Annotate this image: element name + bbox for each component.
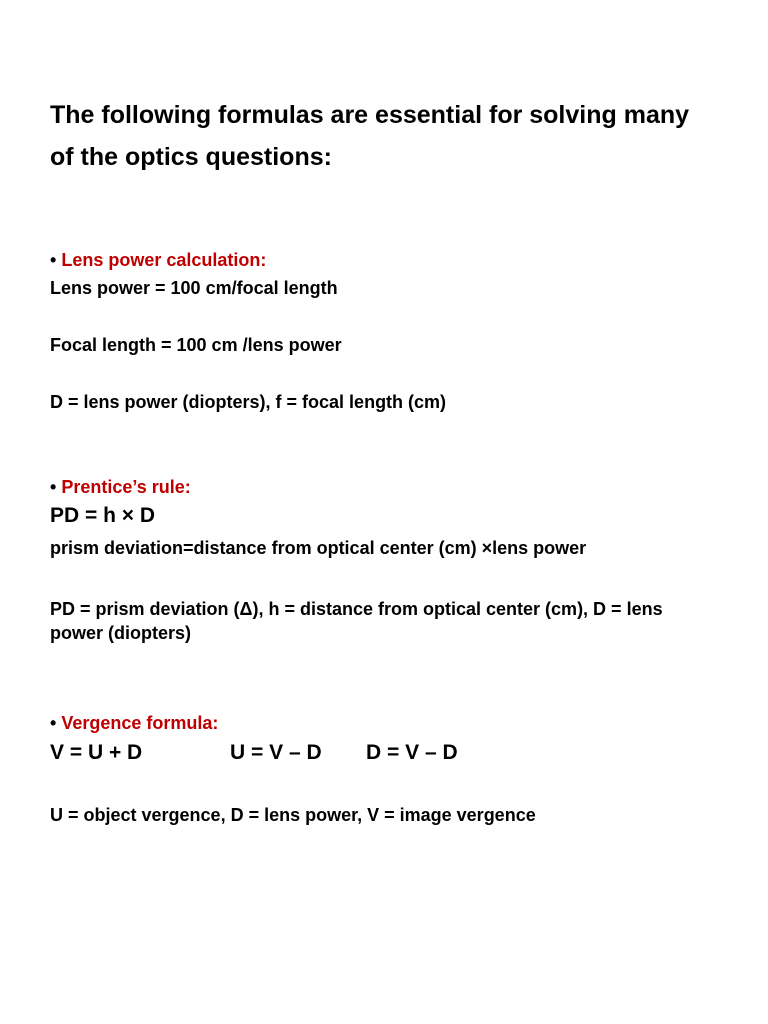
bullet: • <box>50 250 57 270</box>
vergence-formula-d: D = V – D <box>366 741 458 764</box>
page-title: The following formulas are essential for solving many of the optics questions: <box>50 101 690 171</box>
prentice-rule-heading <box>50 475 191 499</box>
lens-power-formula: Lens power = 100 cm/focal length <box>50 278 338 298</box>
lens-power-heading-label: Lens power calculation: <box>61 250 267 270</box>
vergence-formula-u: U = V – D <box>230 741 322 764</box>
bullet: • <box>50 477 57 497</box>
focal-length-formula: Focal length = 100 cm /lens power <box>50 335 342 355</box>
prentice-rule-heading-label: Prentice’s rule: <box>61 477 191 497</box>
vergence-heading-label: Vergence formula: <box>61 713 219 733</box>
lens-power-heading <box>50 248 266 272</box>
vergence-formula-v: V = U + D <box>50 741 143 764</box>
lens-power-definitions: D = lens power (diopters), f = focal length (cm) <box>50 392 447 412</box>
prentice-definitions: PD = prism deviation (Δ), h = distance from optical center (cm), D = lens power (diopters) <box>50 599 663 643</box>
prentice-formula: PD = h × D <box>50 504 156 527</box>
prentice-formula-words: prism deviation=distance from optical center (cm) ×lens power <box>50 538 587 558</box>
vergence-heading <box>50 711 218 735</box>
vergence-definitions: U = object vergence, D = lens power, V = image vergence <box>50 805 536 825</box>
bullet: • <box>50 713 57 733</box>
